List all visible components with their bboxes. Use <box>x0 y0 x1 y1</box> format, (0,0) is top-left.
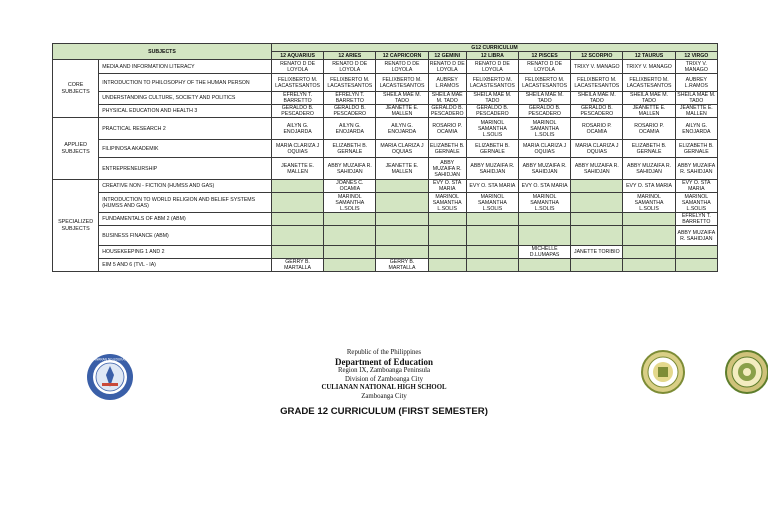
table-row <box>53 60 718 74</box>
subject-name: HOUSEKEEPING 1 AND 2 <box>99 246 272 259</box>
teacher-cell: ABBY MUZAIFA R. SAHIDJAN <box>519 158 571 180</box>
empty-cell <box>376 226 428 246</box>
teacher-cell: SHEILA MAE M. TADO <box>623 92 675 105</box>
teacher-cell: JEANETTE E. MALLEN <box>376 105 428 118</box>
teacher-cell: MARINOL SAMANTHA L.SOLIS <box>519 193 571 213</box>
empty-cell <box>428 213 466 226</box>
teacher-cell: ABBY MUZAIFA R. SAHIDJAN <box>571 158 623 180</box>
teacher-cell: RENATO D DE LOYOLA <box>429 60 465 73</box>
table-row <box>53 140 718 158</box>
empty-cell <box>376 213 428 226</box>
section-header: 12 ARIES <box>324 52 376 60</box>
teacher-cell: SHEILA MAE M. TADO <box>428 92 466 105</box>
subject-name: EIM 5 AND 6 (TVL - IA) <box>99 259 272 272</box>
teacher-cell: TRIXY V. MANAGO <box>571 60 623 74</box>
subject-name: FILIPINOSA AKADEMIK <box>99 140 272 158</box>
table-row <box>53 226 718 246</box>
letterhead-region: Region IX, Zamboanga Peninsula <box>337 367 431 375</box>
empty-cell <box>271 180 323 193</box>
teacher-cell: FELIXBERTO M. LACASTESANTOS <box>623 74 675 92</box>
teacher-cell: AILYN G. ENOJARDA <box>376 118 428 140</box>
empty-cell <box>428 246 466 259</box>
letterhead-division: Division of Zamboanga City <box>345 375 423 383</box>
section-header: 12 PISCES <box>519 52 571 60</box>
empty-cell <box>271 193 323 213</box>
teacher-cell: GERALDO B. PESCADERO <box>519 105 571 118</box>
teacher-cell: FELIXBERTO M. LACASTESANTOS <box>519 74 571 92</box>
letterhead-city: Zamboanga City <box>361 392 407 400</box>
teacher-cell: ABBY MUZAIFA R. SAHIDJAN <box>675 158 717 180</box>
empty-cell <box>571 193 623 213</box>
table-row <box>53 193 718 213</box>
teacher-cell: RENATO D DE LOYOLA <box>324 60 376 74</box>
empty-cell <box>519 213 571 226</box>
teacher-cell: FELIXBERTO M. LACASTESANTOS <box>324 74 376 92</box>
teacher-cell: AILYN G. ENOJARDA <box>271 118 323 140</box>
table-row <box>53 246 718 259</box>
seal-text: KAGAWARAN NG EDUKASYON <box>86 357 134 362</box>
table-row <box>53 180 718 193</box>
empty-cell <box>466 246 518 259</box>
teacher-cell: AILYN G. ENOJARDA <box>324 118 376 140</box>
teacher-cell: ABBY MUZAIFA R. SAHIDJAN <box>324 158 376 180</box>
teacher-cell: EVY O. STA MARIA <box>623 180 675 193</box>
empty-cell <box>675 246 717 259</box>
teacher-cell: ROSARIO P. OCAMIA <box>428 118 466 140</box>
teacher-cell: SHEILA MAE M. TADO <box>675 92 717 105</box>
section-header: 12 SCORPIO <box>571 52 623 60</box>
curriculum-header: G12 CURRICULUM <box>271 44 717 52</box>
subject-group-label: CORE SUBJECTS <box>53 60 99 118</box>
letterhead-department: Department of Education <box>335 357 433 368</box>
teacher-cell: FELIXBERTO M. LACASTESANTOS <box>571 74 623 92</box>
empty-cell <box>376 180 428 193</box>
teacher-cell: SHEILA MAE M. TADO <box>376 92 428 105</box>
subject-name: MEDIA AND INFORMATION LITERACY <box>99 60 272 74</box>
teacher-cell: JOANES C. OCAMIA <box>324 180 376 193</box>
empty-cell <box>324 246 376 259</box>
teacher-cell: JEANETTE E. MALLEN <box>623 105 675 118</box>
subject-name: INTRODUCTION TO PHILOSOPHY OF THE HUMAN PERSON <box>99 74 272 92</box>
empty-cell <box>324 226 376 246</box>
empty-cell <box>324 213 376 226</box>
table-row <box>53 118 718 140</box>
empty-cell <box>623 246 675 259</box>
table-row <box>53 92 718 105</box>
empty-cell <box>428 226 466 246</box>
empty-cell <box>571 226 623 246</box>
teacher-cell: ABBY MUZAIFA R. SAHIDJAN <box>623 158 675 180</box>
teacher-cell: JEANETTE E. MALLEN <box>376 158 428 180</box>
empty-cell <box>571 259 623 272</box>
empty-cell <box>519 226 571 246</box>
teacher-cell: JEANETTE E. MALLEN <box>675 105 717 118</box>
table-row <box>53 105 718 118</box>
teacher-cell: MARINOL SAMANTHA L.SOLIS <box>519 118 571 140</box>
teacher-cell: RENATO D DE LOYOLA <box>466 60 518 74</box>
teacher-cell: SHEILA MAE M. TADO <box>519 92 571 105</box>
teacher-cell: TRIXY V. MANAGO <box>675 60 717 74</box>
empty-cell <box>466 213 518 226</box>
document-title: GRADE 12 CURRICULUM (FIRST SEMESTER) <box>280 406 488 417</box>
teacher-cell: JANETTE TORIBIO <box>571 246 623 259</box>
teacher-cell: GERALDO B. PESCADERO <box>324 105 376 118</box>
teacher-cell: GERRY B. MARTALLA <box>376 259 428 272</box>
teacher-cell: FELIXBERTO M. LACASTESANTOS <box>466 74 518 92</box>
teacher-cell: MARIA CLARIZA J OQUIAS <box>571 140 623 158</box>
teacher-cell: GERALDO B. PESCADERO <box>571 105 623 118</box>
teacher-cell: AUBREY L.RAMOS <box>428 74 466 92</box>
section-header: 12 VIRGO <box>675 52 717 60</box>
empty-cell <box>376 246 428 259</box>
empty-cell <box>428 259 466 272</box>
empty-cell <box>271 246 323 259</box>
empty-cell <box>376 193 428 213</box>
teacher-cell: ABBY MUZAIFA R. SAHIDJAN <box>428 158 466 180</box>
subject-name: INTRODUCTION TO WORLD RELIGION AND BELIEF SYSTEMS (HUMSS AND GAS) <box>99 193 272 213</box>
section-header: 12 GEMINI <box>428 52 466 60</box>
teacher-cell: ROSARIO P. OCAMIA <box>571 118 623 140</box>
subject-name: ENTREPRENEURSHIP <box>99 158 272 180</box>
letterhead <box>0 349 768 401</box>
letterhead-country: Republic of the Philippines <box>346 349 422 356</box>
section-header: 12 TAURUS <box>623 52 675 60</box>
teacher-cell: RENATO D DE LOYOLA <box>519 60 571 74</box>
teacher-cell: SHEILA MAE M. TADO <box>466 92 518 105</box>
subjects-header: SUBJECTS <box>53 44 272 60</box>
teacher-cell: GERALDO B. PESCADERO <box>271 105 323 118</box>
teacher-cell: GERRY B. MARTALLA <box>271 259 323 272</box>
teacher-cell: MARINOL SAMANTHA L.SOLIS <box>428 193 466 213</box>
teacher-cell: MARIA CLARIZA J OQUIAS <box>271 140 323 158</box>
teacher-cell: ELIZABETH B. GERNALE <box>675 140 717 158</box>
teacher-cell: RENATO D DE LOYOLA <box>376 60 428 74</box>
teacher-cell: ABBY MUZAIFA R. SAHIDJAN <box>466 158 518 180</box>
teacher-cell: EVY O. STA MARIA <box>519 180 571 193</box>
teacher-cell: EVY O. STA MARIA <box>675 180 717 193</box>
subject-group-label: APPLIED SUBJECTS <box>53 118 99 180</box>
teacher-cell: EVY O. STA MARIA <box>428 180 466 193</box>
teacher-cell: FELIXBERTO M. LACASTESANTOS <box>271 74 323 92</box>
teacher-cell: ELIZABETH B. GERNALE <box>466 140 518 158</box>
section-header: 12 CAPRICORN <box>376 52 428 60</box>
teacher-cell: GERALDO B. PESCADERO <box>428 105 466 118</box>
empty-cell <box>271 213 323 226</box>
teacher-cell: ABBY MUZAIFA R. SAHIDJAN <box>675 226 717 246</box>
table-row <box>53 213 718 226</box>
subject-name: PHYSICAL EDUCATION AND HEALTH 3 <box>99 105 272 118</box>
teacher-cell: MARINOL SAMANTHA L.SOLIS <box>675 193 717 213</box>
teacher-cell: MARINOL SAMANTHA L.SOLIS <box>324 193 376 213</box>
table-row <box>53 74 718 92</box>
teacher-cell: MARINOL SAMANTHA L.SOLIS <box>466 193 518 213</box>
empty-cell <box>519 259 571 272</box>
teacher-cell: JEANETTE E. MALLEN <box>271 158 323 180</box>
teacher-cell: EVY O. STA MARIA <box>466 180 518 193</box>
subject-group-label: SPECIALIZED SUBJECTS <box>53 180 99 272</box>
teacher-cell: RENATO D DE LOYOLA <box>271 60 323 74</box>
empty-cell <box>623 259 675 272</box>
teacher-cell: AILYN G. ENOJARDA <box>675 118 717 140</box>
subject-name: CREATIVE NON - FICTION (HUMSS AND GAS) <box>99 180 272 193</box>
teacher-cell: EFRELYN T. BARRETTO <box>324 92 376 105</box>
teacher-cell: FELIXBERTO M. LACASTESANTOS <box>376 74 428 92</box>
teacher-cell: GERALDO B. PESCADERO <box>466 105 518 118</box>
curriculum-table <box>52 43 718 272</box>
teacher-cell: ELIZABETH B. GERNALE <box>428 140 466 158</box>
subject-name: BUSINESS FINANCE (ABM) <box>99 226 272 246</box>
empty-cell <box>324 259 376 272</box>
subject-name: UNDERSTANDING CULTURE, SOCIETY AND POLITICS <box>99 92 272 105</box>
empty-cell <box>623 213 675 226</box>
teacher-cell: AUBREY L.RAMOS <box>675 74 717 92</box>
subject-name: FUNDAMENTALS OF ABM 2 (ABM) <box>99 213 272 226</box>
teacher-cell: ELIZABETH B. GERNALE <box>623 140 675 158</box>
teacher-cell: MARIA CLARIZA J OQUIAS <box>519 140 571 158</box>
letterhead-school: CULIANAN NATIONAL HIGH SCHOOL <box>321 384 447 392</box>
subject-name: PRACTICAL RESEARCH 2 <box>99 118 272 140</box>
section-header: 12 LIBRA <box>466 52 518 60</box>
teacher-cell: SHEILA MAE M. TADO <box>571 92 623 105</box>
table-row <box>53 158 718 180</box>
empty-cell <box>675 259 717 272</box>
teacher-cell: TRIXY V. MANAGO <box>623 60 675 74</box>
empty-cell <box>571 213 623 226</box>
teacher-cell: ELIZABETH B. GERNALE <box>324 140 376 158</box>
empty-cell <box>466 226 518 246</box>
teacher-cell: MARINOL SAMANTHA L.SOLIS <box>623 193 675 213</box>
teacher-cell: ROSARIO P. OCAMIA <box>623 118 675 140</box>
empty-cell <box>466 259 518 272</box>
empty-cell <box>623 226 675 246</box>
teacher-cell: EFRELYN T. BARRETTO <box>675 213 717 226</box>
teacher-cell: MICHELLE D.LUMAPAS <box>519 246 571 259</box>
empty-cell <box>271 226 323 246</box>
table-row <box>53 259 718 272</box>
teacher-cell: MARINOL SAMANTHA L.SOLIS <box>466 118 518 140</box>
teacher-cell: MARIA CLARIZA J OQUIAS <box>376 140 428 158</box>
teacher-cell: EFRELYN T. BARRETTO <box>271 92 323 105</box>
empty-cell <box>571 180 623 193</box>
section-header: 12 AQUARIUS <box>271 52 323 60</box>
